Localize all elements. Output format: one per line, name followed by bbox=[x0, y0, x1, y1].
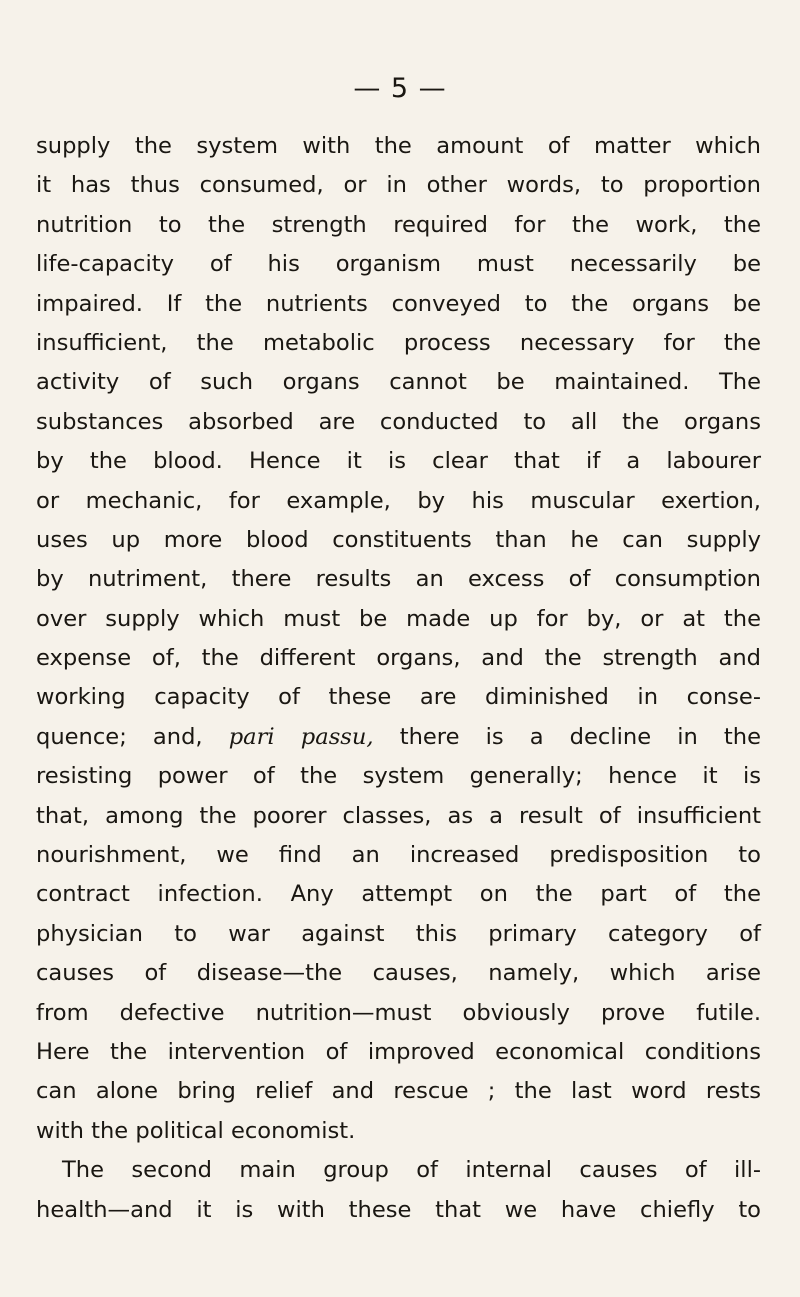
body-text bbox=[36, 127, 761, 1230]
page-number: — 5 — bbox=[353, 73, 447, 104]
text-line: substances absorbed are conducted to all the organs bbox=[36, 408, 761, 435]
text-segment: quence; and, bbox=[36, 723, 229, 750]
text-line: nourishment, we find an increased predisposition to bbox=[36, 842, 761, 869]
text-line: health—and it is with these that we have chiefly to bbox=[36, 1196, 761, 1223]
text-line: uses up more blood constituents than he can supply bbox=[36, 526, 761, 553]
text-line: impaired. If the nutrients conveyed to the organs be bbox=[36, 290, 761, 317]
text-line: resisting power of the system generally; hence it is bbox=[36, 763, 761, 790]
text-line: from defective nutrition—must obviously prove futile. bbox=[36, 999, 761, 1026]
text-segment: there is a decline in the bbox=[373, 723, 761, 750]
text-line: by the blood. Hence it is clear that if a labourer bbox=[36, 448, 761, 475]
text-line: causes of disease—the causes, namely, which arise bbox=[36, 960, 761, 987]
text-line: insufficient, the metabolic process necessary for the bbox=[36, 329, 761, 356]
text-line: it has thus consumed, or in other words, to proportion bbox=[36, 172, 761, 199]
text-line: working capacity of these are diminished in conse- bbox=[36, 684, 761, 711]
text-line: with the political economist. bbox=[36, 1117, 356, 1144]
text-line: over supply which must be made up for by, or at the bbox=[36, 605, 761, 632]
text-line: physician to war against this primary category of bbox=[36, 920, 761, 947]
text-line: nutrition to the strength required for the work, the bbox=[36, 211, 761, 238]
text-line: can alone bring relief and rescue ; the last word rests bbox=[36, 1078, 761, 1105]
text-line: activity of such organs cannot be maintained. The bbox=[36, 369, 761, 396]
text-line: Here the intervention of improved economical conditions bbox=[36, 1038, 761, 1065]
text-line: or mechanic, for example, by his muscular exertion, bbox=[36, 487, 761, 514]
text-line: expense of, the different organs, and the strength and bbox=[36, 645, 761, 672]
text-line: contract infection. Any attempt on the part of the bbox=[36, 881, 761, 908]
text-line bbox=[36, 718, 761, 757]
text-line: life-capacity of his organism must necessarily be bbox=[36, 251, 761, 278]
text-line: The second main group of internal causes of ill- bbox=[62, 1157, 761, 1184]
text-line: that, among the poorer classes, as a result of insufficient bbox=[36, 802, 761, 829]
text-line: supply the system with the amount of matter which bbox=[36, 133, 761, 159]
text-line: by nutriment, there results an excess of consumption bbox=[36, 566, 761, 593]
italic-phrase: pari passu, bbox=[228, 723, 374, 750]
